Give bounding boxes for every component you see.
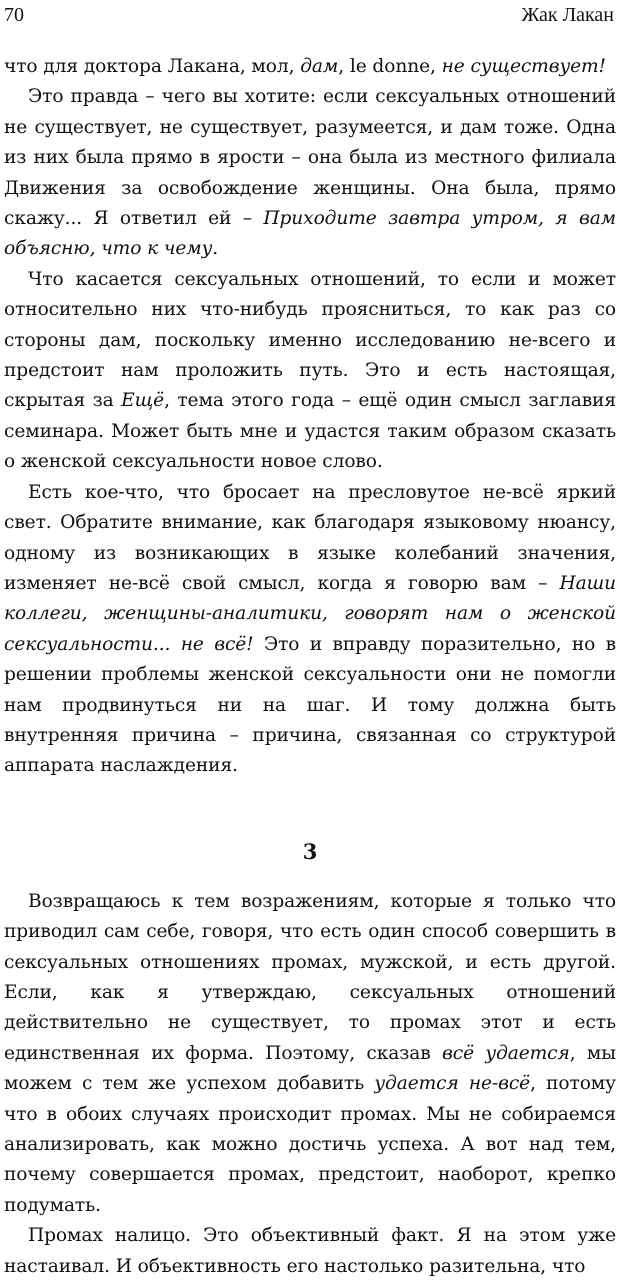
body-text [4, 52, 616, 1282]
text-span: , le donne, [338, 56, 442, 77]
paragraph [4, 52, 616, 82]
section-number: 3 [302, 838, 318, 864]
text-span: Это правда – чего вы хотите: если сексуальных отношений не существует, не существует, разумеется, и дам тоже. Одна из них была прямо в ярости – она была из местного филиала Движения за освобождение женщины. Она была, прямо скажу... Я ответил ей – [4, 86, 616, 230]
italic-text: удается не-всё [374, 1073, 531, 1095]
text-span: Возвращаюсь к тем возражениям, которые я только что приводил сам себе, говоря, что есть один способ совершить в сексуальных отношениях промах, мужской, и есть другой. Если, как я утверждаю, сексуальных отношений действительно не существует, то промах этот и есть единственная их форма. Поэтому, сказав [4, 890, 616, 1064]
italic-text: не существует! [441, 56, 606, 77]
italic-text: Приходите завтра утром, я вам объясню, что к чему. [4, 208, 616, 260]
italic-text: Ещё [121, 390, 165, 412]
text-span: Промах налицо. Это объективный факт. Я на этом уже настаивал. И объективность его настолько разительна, что [4, 1225, 616, 1277]
running-title: Жак Лакан [521, 4, 614, 26]
text-span: Есть кое-что, что бросает на пресловутое не-всё яркий свет. Обратите внимание, как благодаря языковому нюансу, одному из возникающих в языке колебаний значения, изменяет не-всё свой смысл, когда я говорю вам – [4, 481, 616, 594]
text-span: , потому что в обоих случаях происходит промах. Мы не собираемся анализировать, как можно достичь успеха. А вот над тем, почему совершается промах, предстоит, наоборот, крепко подумать. [4, 1073, 616, 1216]
page-number: 70 [4, 4, 24, 26]
text-span: что для доктора Лакана, мол, [4, 56, 301, 77]
text-span: , мы можем с тем же успехом добавить [4, 1042, 616, 1095]
page-header [0, 0, 620, 30]
text-span: Что касается сексуальных отношений, то если и может относительно них что-нибудь проясниться, то как раз со стороны дам, поскольку именно исследованию не-всего и предстоит нам проложить путь. Это и есть настоящая, скрытая за [4, 268, 616, 412]
italic-text: дам [300, 56, 339, 77]
paragraph [4, 1221, 616, 1282]
paragraph [4, 887, 616, 1221]
italic-text: Наши коллеги, женщины-аналитики, говорят нам о женской сексуальности... не всё! [4, 572, 616, 655]
paragraph [4, 478, 616, 782]
paragraph [4, 265, 616, 478]
paragraph [4, 82, 616, 264]
text-span: , тема этого года – ещё один смысл заглавия семинара. Может быть мне и удастся таким образом сказать о женской сексуальности новое слово. [4, 390, 616, 473]
text-span: Это и вправду поразительно, но в решении проблемы женской сексуальности они не помогли нам продвинуться ни на шаг. И тому должна быть внутренняя причина – причина, связанная со структурой аппарата наслаждения. [4, 633, 616, 777]
italic-text: всё удается [442, 1042, 570, 1064]
section-gap [4, 782, 616, 837]
